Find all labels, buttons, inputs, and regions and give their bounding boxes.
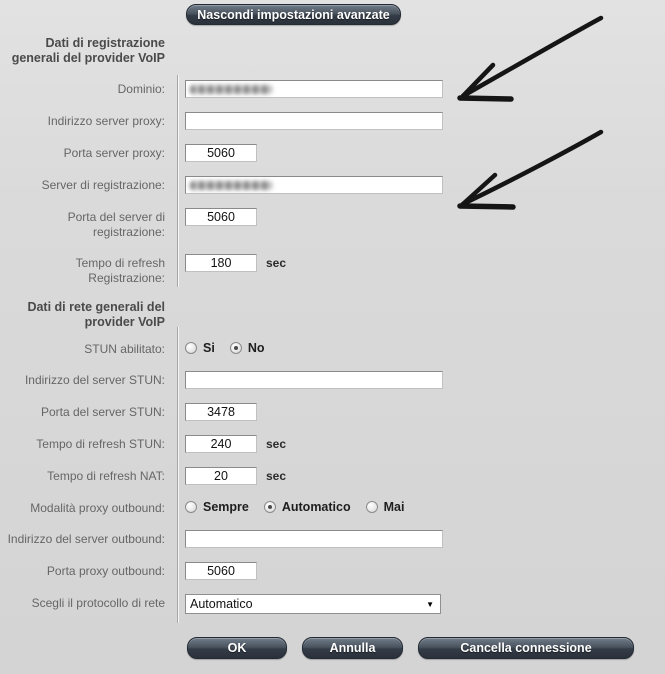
redacted-value: [190, 85, 272, 94]
stun-enabled-radio-group: [185, 340, 264, 355]
section-registration-header: [0, 36, 665, 66]
registrar-port-label: Porta del server di registrazione:: [67, 210, 165, 239]
voip-settings-form: [0, 36, 665, 628]
proxy-port-input[interactable]: [185, 144, 257, 162]
field-row-registration-refresh: [0, 254, 665, 286]
field-row-proxy-port: [0, 144, 665, 162]
radio-option-automatico[interactable]: [264, 500, 351, 514]
field-row-stun-refresh: [0, 435, 665, 453]
stun-refresh-input[interactable]: [185, 435, 257, 453]
stun-port-input[interactable]: [185, 403, 257, 421]
hide-advanced-settings-button[interactable]: Nascondi impostazioni avanzate: [186, 4, 401, 25]
outbound-address-input[interactable]: [185, 530, 443, 548]
radio-option-label: Mai: [383, 500, 405, 514]
stun-address-input[interactable]: [185, 371, 443, 389]
protocol-select[interactable]: [185, 594, 441, 614]
radio-button-icon[interactable]: [185, 342, 197, 354]
registrar-port-input[interactable]: [185, 208, 257, 226]
outbound-mode-label: Modalità proxy outbound:: [30, 501, 165, 515]
radio-option-sempre[interactable]: [185, 500, 249, 514]
stun-refresh-label: Tempo di refresh STUN:: [36, 437, 165, 451]
outbound-port-label: Porta proxy outbound:: [46, 564, 165, 578]
nat-refresh-input[interactable]: [185, 467, 257, 485]
field-row-stun-enabled: [0, 340, 665, 357]
redacted-value: [190, 181, 272, 190]
field-row-proxy-address: [0, 112, 665, 130]
field-row-protocol: [0, 594, 665, 614]
field-row-outbound-port: [0, 562, 665, 580]
field-row-outbound-address: [0, 530, 665, 548]
radio-button-icon[interactable]: [230, 342, 242, 354]
outbound-port-input[interactable]: [185, 562, 257, 580]
protocol-label: Scegli il protocollo di rete: [31, 596, 165, 610]
seconds-unit-label: sec: [266, 469, 287, 483]
radio-button-icon[interactable]: [366, 501, 378, 513]
outbound-address-label: Indirizzo del server outbound:: [7, 532, 165, 546]
radio-option-mai[interactable]: [366, 500, 405, 514]
field-row-dominio: [0, 80, 665, 98]
radio-option-si[interactable]: [185, 341, 215, 355]
field-row-stun-port: [0, 403, 665, 421]
proxy-address-label: Indirizzo server proxy:: [47, 114, 165, 128]
radio-option-label: Si: [203, 341, 215, 355]
registrar-input[interactable]: [185, 176, 443, 194]
seconds-unit-label: sec: [266, 437, 287, 451]
radio-option-label: Automatico: [281, 500, 351, 514]
radio-option-no[interactable]: [230, 341, 265, 355]
field-row-registrar: [0, 176, 665, 194]
dominio-label: Dominio:: [117, 82, 165, 96]
action-bar: [187, 637, 634, 659]
cancel-button[interactable]: Annulla: [302, 637, 403, 659]
seconds-unit-label: sec: [266, 256, 287, 270]
proxy-address-input[interactable]: [185, 112, 443, 130]
chevron-down-icon: ▼: [426, 599, 434, 609]
field-row-registrar-port: [0, 208, 665, 240]
registration-refresh-label: Tempo di refresh Registrazione:: [75, 256, 165, 285]
stun-address-label: Indirizzo del server STUN:: [24, 373, 165, 387]
radio-button-icon[interactable]: [185, 501, 197, 513]
section-title: Dati di registrazione generali del provider VoIP: [11, 36, 165, 65]
radio-option-label: Sempre: [203, 500, 249, 514]
stun-enabled-label: STUN abilitato:: [84, 342, 165, 356]
radio-option-label: No: [247, 341, 265, 355]
dominio-input[interactable]: [185, 80, 443, 98]
stun-port-label: Porta del server STUN:: [40, 405, 165, 419]
proxy-port-label: Porta server proxy:: [63, 146, 165, 160]
field-row-stun-address: [0, 371, 665, 389]
radio-button-icon[interactable]: [264, 501, 276, 513]
protocol-selected-value: Automatico: [190, 597, 253, 611]
registrar-label: Server di registrazione:: [41, 178, 165, 192]
field-row-outbound-mode: [0, 499, 665, 516]
registration-refresh-input[interactable]: [185, 254, 257, 272]
outbound-mode-radio-group: [185, 499, 404, 514]
field-row-nat-refresh: [0, 467, 665, 485]
section-title: Dati di rete generali del provider VoIP: [27, 300, 165, 329]
ok-button[interactable]: OK: [187, 637, 287, 659]
delete-connection-button[interactable]: Cancella connessione: [418, 637, 634, 659]
section-network-header: [0, 300, 665, 330]
nat-refresh-label: Tempo di refresh NAT:: [47, 469, 165, 483]
